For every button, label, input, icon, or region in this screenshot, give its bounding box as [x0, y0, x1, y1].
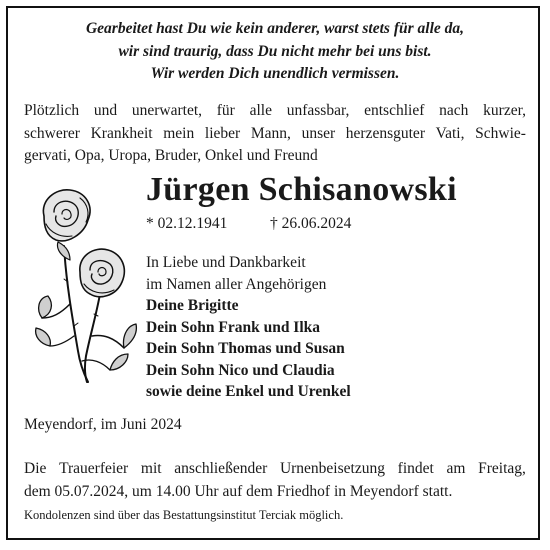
word: Krankheit: [90, 124, 153, 142]
condolence-note: Kondolenzen sind über das Bestattungsinstitut Terciak möglich.: [24, 508, 344, 522]
mourners-line: im Namen aller Angehörigen: [146, 275, 327, 293]
birth-date: * 02.12.1941: [146, 215, 228, 232]
place-date: Meyendorf, im Juni 2024: [24, 416, 182, 433]
funeral-line: [24, 458, 526, 481]
word: Urnenbeisetzung: [279, 460, 385, 477]
word: Vati,: [435, 124, 465, 142]
intro-line: [24, 123, 526, 146]
mourner-name: Deine Brigitte: [146, 297, 239, 314]
word: schwerer: [24, 124, 80, 142]
word: mit: [140, 460, 162, 477]
word: Die: [24, 460, 47, 477]
mourner-name: Dein Sohn Thomas und Susan: [146, 340, 345, 357]
word: Schwie-: [475, 124, 526, 142]
deceased-name: Jürgen Schisanowski: [146, 171, 457, 208]
word: findet: [397, 460, 434, 477]
poem: [20, 18, 530, 86]
word: mein: [163, 124, 195, 142]
word: Mann,: [250, 124, 291, 142]
mourners-block: [146, 252, 351, 403]
intro-line: gervati, Opa, Uropa, Bruder, Onkel und Freund: [24, 147, 318, 164]
word: alle: [249, 102, 272, 119]
word: und: [93, 102, 118, 119]
word: nach: [439, 102, 469, 119]
life-dates: [146, 214, 352, 234]
poem-line: wir sind traurig, dass Du nicht mehr bei uns bist.: [118, 42, 432, 60]
poem-line: Wir werden Dich unendlich vermissen.: [150, 65, 400, 82]
word: für: [216, 102, 235, 119]
word: entschlief: [364, 102, 425, 119]
intro-line: [24, 100, 526, 123]
word: unerwartet,: [131, 102, 203, 119]
word: kurzer,: [483, 102, 526, 119]
word: Freitag,: [478, 460, 526, 477]
poem-line: Gearbeitet hast Du wie kein anderer, warst stets für alle da,: [85, 20, 465, 37]
mourner-name: Dein Sohn Frank und Ilka: [146, 318, 321, 336]
word: herzensguter: [345, 124, 425, 142]
word: am: [446, 460, 466, 477]
word: unser: [301, 124, 336, 142]
death-date: † 26.06.2024: [270, 215, 352, 232]
mourner-name: Dein Sohn Nico und Claudia: [146, 361, 335, 379]
mourner-name: sowie deine Enkel und Urenkel: [146, 383, 351, 400]
funeral-info: [24, 458, 526, 503]
mourners-line: In Liebe und Dankbarkeit: [146, 254, 306, 271]
word: anschließender: [174, 460, 268, 477]
roses-illustration-icon: [30, 186, 142, 386]
word: Plötzlich: [24, 102, 80, 119]
word: Trauerfeier: [59, 460, 129, 477]
funeral-line: dem 05.07.2024, um 14.00 Uhr auf dem Friedhof in Meyendorf statt.: [24, 482, 453, 500]
word: lieber: [204, 124, 241, 142]
intro-text: [24, 100, 526, 168]
word: unfassbar,: [286, 102, 350, 119]
